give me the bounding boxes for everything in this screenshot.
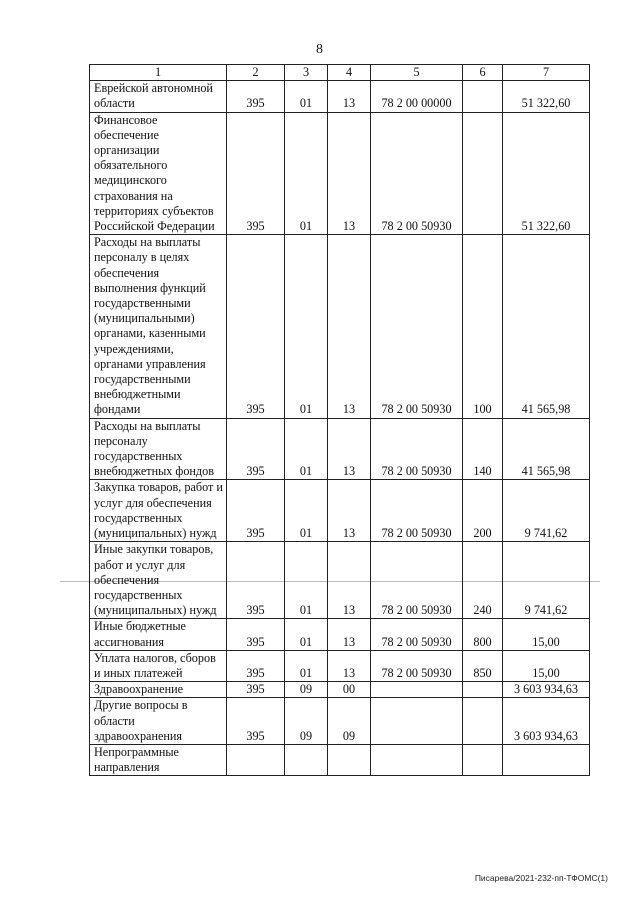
- column-header: 6: [463, 65, 503, 81]
- table-row: [90, 650, 590, 681]
- row-name: Закупка товаров, работ и услуг для обеспечения государственных (муниципальных) нужд: [90, 480, 227, 542]
- row-section-code: 01: [285, 619, 328, 650]
- row-ministry-code: 395: [227, 542, 285, 619]
- row-section-code: 01: [285, 418, 328, 480]
- row-amount: [503, 744, 590, 775]
- row-ministry-code: 395: [227, 235, 285, 418]
- row-subsection-code: 13: [328, 542, 371, 619]
- row-amount: 3 603 934,63: [503, 698, 590, 745]
- page-number: 8: [316, 42, 323, 57]
- row-amount: 9 741,62: [503, 542, 590, 619]
- row-expense-type: [463, 698, 503, 745]
- column-header: 2: [227, 65, 285, 81]
- row-name: Расходы на выплаты персоналу государственных внебюджетных фондов: [90, 418, 227, 480]
- row-target-article: 78 2 00 00000: [371, 81, 463, 112]
- row-target-article: 78 2 00 50930: [371, 650, 463, 681]
- row-amount: 51 322,60: [503, 81, 590, 112]
- row-subsection-code: [328, 744, 371, 775]
- row-amount: 3 603 934,63: [503, 682, 590, 698]
- row-name: Еврейской автономной области: [90, 81, 227, 112]
- row-section-code: 01: [285, 480, 328, 542]
- row-amount: 41 565,98: [503, 418, 590, 480]
- column-header: 4: [328, 65, 371, 81]
- row-expense-type: 240: [463, 542, 503, 619]
- row-amount: 15,00: [503, 650, 590, 681]
- table-row: [90, 698, 590, 745]
- row-ministry-code: 395: [227, 682, 285, 698]
- row-section-code: 01: [285, 81, 328, 112]
- row-section-code: 09: [285, 698, 328, 745]
- table-row: [90, 619, 590, 650]
- row-name: Финансовое обеспечение организации обязательного медицинского страхования на территориях субъектов Российской Федерации: [90, 112, 227, 235]
- row-subsection-code: 13: [328, 619, 371, 650]
- row-ministry-code: 395: [227, 698, 285, 745]
- row-subsection-code: 13: [328, 112, 371, 235]
- table-header-row: [90, 65, 590, 81]
- document-reference: Писарева/2021-232-пп-ТФОМС(1): [474, 873, 608, 883]
- row-ministry-code: 395: [227, 480, 285, 542]
- row-expense-type: [463, 112, 503, 235]
- row-section-code: 01: [285, 112, 328, 235]
- row-section-code: 01: [285, 235, 328, 418]
- row-name: Расходы на выплаты персоналу в целях обеспечения выполнения функций государственными (муниципальными) органами, казенными учреждениями, органами управления государственными внебюджетными фондами: [90, 235, 227, 418]
- row-ministry-code: 395: [227, 81, 285, 112]
- row-expense-type: 850: [463, 650, 503, 681]
- row-section-code: 09: [285, 682, 328, 698]
- row-subsection-code: 00: [328, 682, 371, 698]
- row-target-article: 78 2 00 50930: [371, 418, 463, 480]
- row-subsection-code: 13: [328, 480, 371, 542]
- row-target-article: [371, 744, 463, 775]
- row-expense-type: [463, 682, 503, 698]
- row-ministry-code: [227, 744, 285, 775]
- row-subsection-code: 13: [328, 81, 371, 112]
- row-target-article: [371, 682, 463, 698]
- row-expense-type: [463, 744, 503, 775]
- row-target-article: 78 2 00 50930: [371, 112, 463, 235]
- row-name: Уплата налогов, сборов и иных платежей: [90, 650, 227, 681]
- column-header: 3: [285, 65, 328, 81]
- row-name: Непрограммные направления: [90, 744, 227, 775]
- row-target-article: 78 2 00 50930: [371, 235, 463, 418]
- column-header: 1: [90, 65, 227, 81]
- row-subsection-code: 13: [328, 235, 371, 418]
- row-subsection-code: 13: [328, 650, 371, 681]
- row-expense-type: 800: [463, 619, 503, 650]
- row-expense-type: 100: [463, 235, 503, 418]
- row-ministry-code: 395: [227, 650, 285, 681]
- row-target-article: 78 2 00 50930: [371, 619, 463, 650]
- row-section-code: [285, 744, 328, 775]
- row-ministry-code: 395: [227, 619, 285, 650]
- row-section-code: 01: [285, 542, 328, 619]
- row-target-article: 78 2 00 50930: [371, 542, 463, 619]
- column-header: 7: [503, 65, 590, 81]
- budget-table: [89, 64, 590, 776]
- column-header: 5: [371, 65, 463, 81]
- row-name: Иные закупки товаров, работ и услуг для обеспечения государственных (муниципальных) нужд: [90, 542, 227, 619]
- row-name: Другие вопросы в области здравоохранения: [90, 698, 227, 745]
- table-row: [90, 682, 590, 698]
- row-name: Иные бюджетные ассигнования: [90, 619, 227, 650]
- row-amount: 51 322,60: [503, 112, 590, 235]
- row-expense-type: 140: [463, 418, 503, 480]
- row-expense-type: 200: [463, 480, 503, 542]
- table-row: [90, 235, 590, 418]
- row-target-article: 78 2 00 50930: [371, 480, 463, 542]
- table-row: [90, 744, 590, 775]
- row-section-code: 01: [285, 650, 328, 681]
- table-row: [90, 81, 590, 112]
- row-amount: 41 565,98: [503, 235, 590, 418]
- row-amount: 9 741,62: [503, 480, 590, 542]
- row-subsection-code: 09: [328, 698, 371, 745]
- row-subsection-code: 13: [328, 418, 371, 480]
- row-target-article: [371, 698, 463, 745]
- row-name: Здравоохранение: [90, 682, 227, 698]
- table-row: [90, 480, 590, 542]
- row-ministry-code: 395: [227, 112, 285, 235]
- table-row: [90, 542, 590, 619]
- row-amount: 15,00: [503, 619, 590, 650]
- row-expense-type: [463, 81, 503, 112]
- row-ministry-code: 395: [227, 418, 285, 480]
- table-row: [90, 112, 590, 235]
- table-row: [90, 418, 590, 480]
